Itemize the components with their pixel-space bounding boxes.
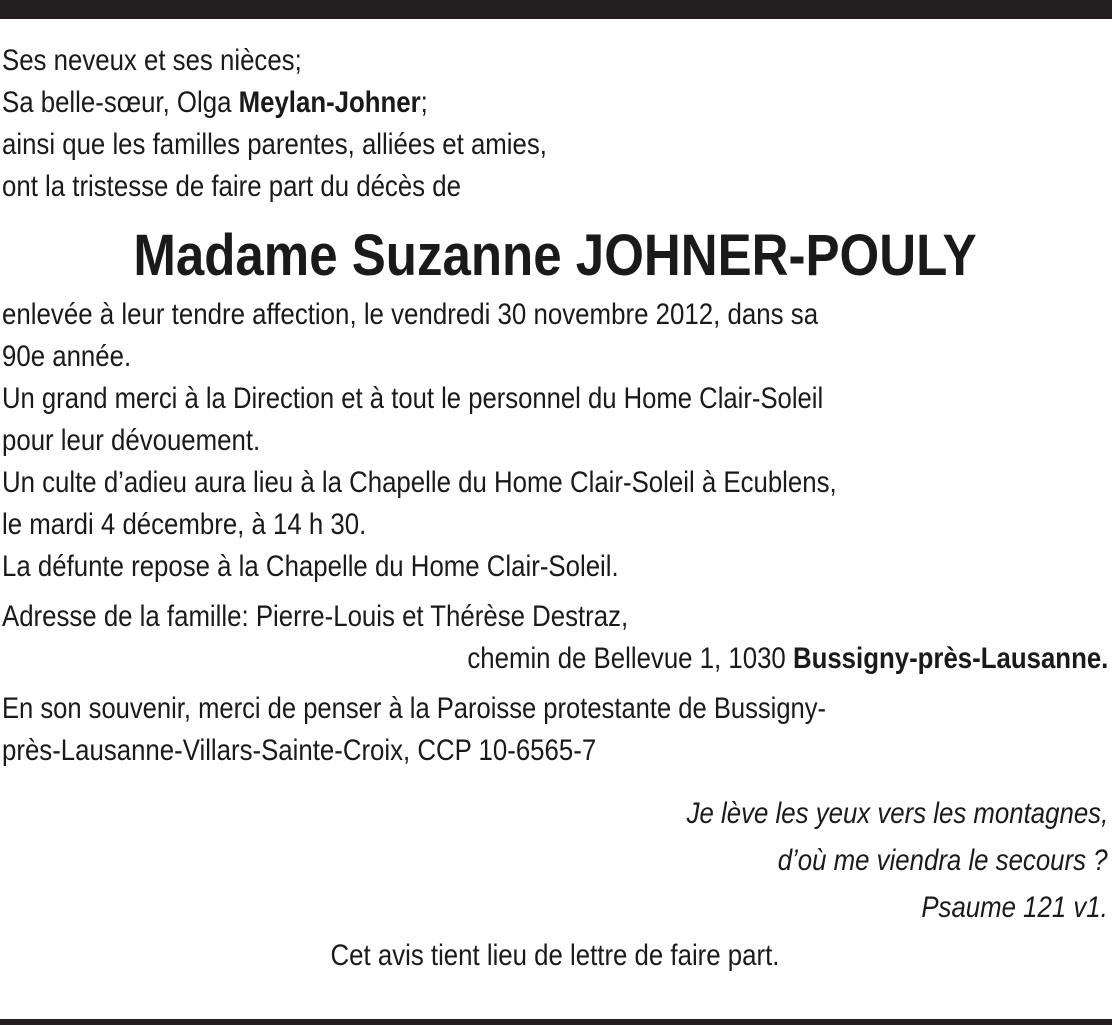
spacer [2, 772, 1108, 790]
verse-reference-text: Psaume 121 v1. [921, 891, 1108, 924]
body-p1-line1 [2, 294, 955, 336]
address-line-1 [2, 596, 953, 638]
address-line-1-text: Adresse de la famille: Pierre-Louis et Thérèse Destraz, [2, 600, 629, 633]
verse-line-2-text: d’où me viendra le secours ? [778, 844, 1108, 877]
body-p3-line1 [2, 462, 953, 504]
body-p4 [2, 546, 953, 588]
donation-line-2-text: près-Lausanne-Villars-Sainte-Croix, CCP 10-6565-7 [2, 734, 597, 767]
verse-block [2, 790, 1108, 931]
body-p2-line1-text: Un grand merci à la Direction et à tout le personnel du Home Clair-Soleil [2, 382, 824, 415]
body-p2-line2-text: pour leur dévouement. [2, 424, 261, 457]
address-line-2-prefix: chemin de Bellevue 1, 1030 [466, 642, 793, 675]
body-p3-line2-text: le mardi 4 décembre, à 14 h 30. [2, 508, 367, 541]
spacer [2, 588, 1108, 596]
closing-note [2, 931, 1108, 981]
spacer [2, 680, 1108, 688]
top-rule [0, 0, 1112, 19]
intro-families [2, 124, 953, 166]
address-city-bold: Bussigny-près-Lausanne. [792, 642, 1108, 675]
donation-line-2 [2, 730, 953, 772]
body-p1-line2-text: 90e année. [2, 340, 132, 373]
closing-note-text: Cet avis tient lieu de lettre de faire part. [330, 939, 780, 972]
intro-nephews-nieces [2, 40, 953, 82]
body-p4-text: La défunte repose à la Chapelle du Home Clair-Soleil. [2, 550, 619, 583]
address-line-2 [2, 638, 1108, 680]
bottom-rule [0, 1019, 1112, 1025]
body-p1-line2 [2, 336, 953, 378]
obituary-notice [2, 40, 1108, 981]
address-line-2-wrap [467, 638, 1108, 680]
body-p2-line1 [2, 378, 948, 420]
donation-line-1 [2, 688, 944, 730]
donation-line-1-text: En son souvenir, merci de penser à la Paroisse protestante de Bussigny- [2, 692, 827, 725]
verse-line-1-text: Je lève les yeux vers les montagnes, [686, 797, 1108, 830]
verse-line-2 [2, 837, 1108, 884]
intro-announcement [2, 166, 953, 208]
intro-line-4: ont la tristesse de faire part du décès de [2, 170, 461, 203]
body-p3-line1-text: Un culte d’adieu aura lieu à la Chapelle du Home Clair-Soleil à Ecublens, [2, 466, 837, 499]
intro-line-1: Ses neveux et ses nièces; [2, 44, 302, 77]
deceased-name: Madame Suzanne JOHNER-POULY [133, 223, 977, 288]
body-p1-line1-text: enlevée à leur tendre affection, le vendredi 30 novembre 2012, dans sa [2, 298, 819, 331]
intro-sister-in-law [2, 82, 953, 124]
body-p2-line2 [2, 420, 953, 462]
verse-reference [2, 884, 1108, 931]
body-p3-line2 [2, 504, 953, 546]
intro-line-3: ainsi que les familles parentes, alliées et amies, [2, 128, 547, 161]
intro-line-2-suffix: ; [420, 86, 428, 119]
verse-line-1 [2, 790, 1108, 837]
intro-line-2-prefix: Sa belle-sœur, Olga [2, 86, 239, 119]
intro-line-2-bold-name: Meylan-Johner [238, 86, 421, 119]
